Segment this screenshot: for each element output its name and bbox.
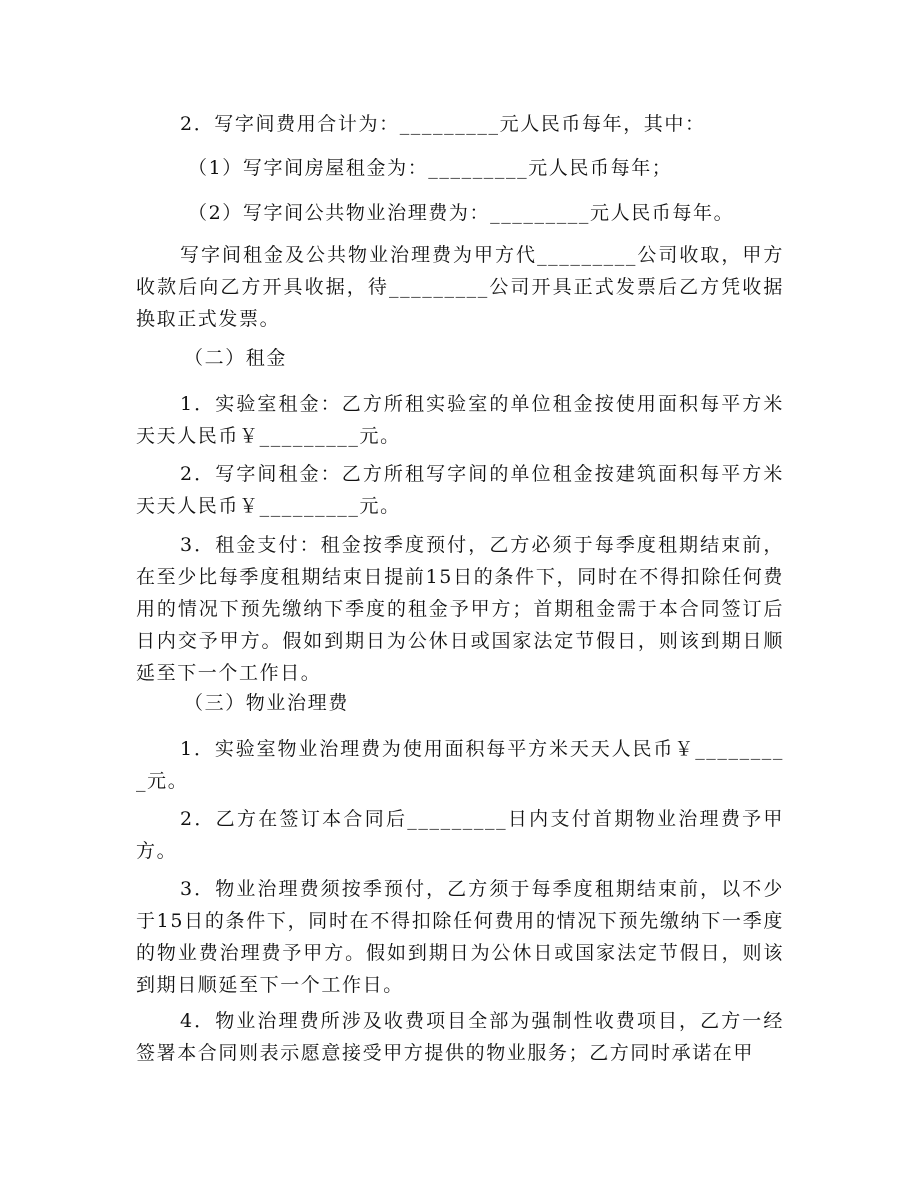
paragraph-office-property-fee: （2）写字间公共物业治理费为：_________元人民币每年。: [188, 202, 735, 224]
paragraph-mandatory-fees: 4．物业治理费所涉及收费项目全部为强制性收费项目，乙方一经签署本合同则表示愿意接受甲方提供的物业服务；乙方同时承诺在甲: [136, 1010, 784, 1064]
paragraph-office-unit-rent: 2．写字间租金：乙方所租写字间的单位租金按建筑面积每平方米天天人民币￥_________元。: [136, 463, 784, 517]
paragraph-lab-property-fee: 1．实验室物业治理费为使用面积每平方米天天人民币￥_________元。: [136, 738, 784, 792]
paragraph-first-property-fee: 2．乙方在签订本合同后_________日内支付首期物业治理费予甲方。: [136, 808, 784, 862]
section-heading-rent: （二）租金: [184, 347, 288, 369]
paragraph-office-rent: （1）写字间房屋租金为：_________元人民币每年；: [188, 157, 673, 179]
paragraph-collection-note: 写字间租金及公共物业治理费为甲方代_________公司收取，甲方收款后向乙方开具收据，待_________公司开具正式发票后乙方凭收据换取正式发票。: [136, 244, 784, 330]
paragraph-rent-payment: 3．租金支付：租金按季度预付，乙方必须于每季度租期结束前，在至少比每季度租期结束日提前15日的条件下，同时在不得扣除任何费用的情况下预先缴纳下季度的租金予甲方；首期租金需于本合同签订后日内交予甲方。假如到期日为公休日或国家法定节假日，则该到期日顺延至下一个工作日。: [136, 534, 784, 684]
section-heading-property-fee: （三）物业治理费: [184, 692, 349, 714]
paragraph-lab-rent: 1．实验室租金：乙方所租实验室的单位租金按使用面积每平方米天天人民币￥_________元。: [136, 393, 784, 447]
paragraph-property-fee-prepayment: 3．物业治理费须按季预付，乙方须于每季度租期结束前，以不少于15日的条件下，同时在不得扣除任何费用的情况下预先缴纳下一季度的物业费治理费予甲方。假如到期日为公休日或国家法定节假日，则该到期日顺延至下一个工作日。: [136, 878, 784, 996]
paragraph-office-total-fee: 2．写字间费用合计为：_________元人民币每年，其中：: [180, 113, 706, 135]
